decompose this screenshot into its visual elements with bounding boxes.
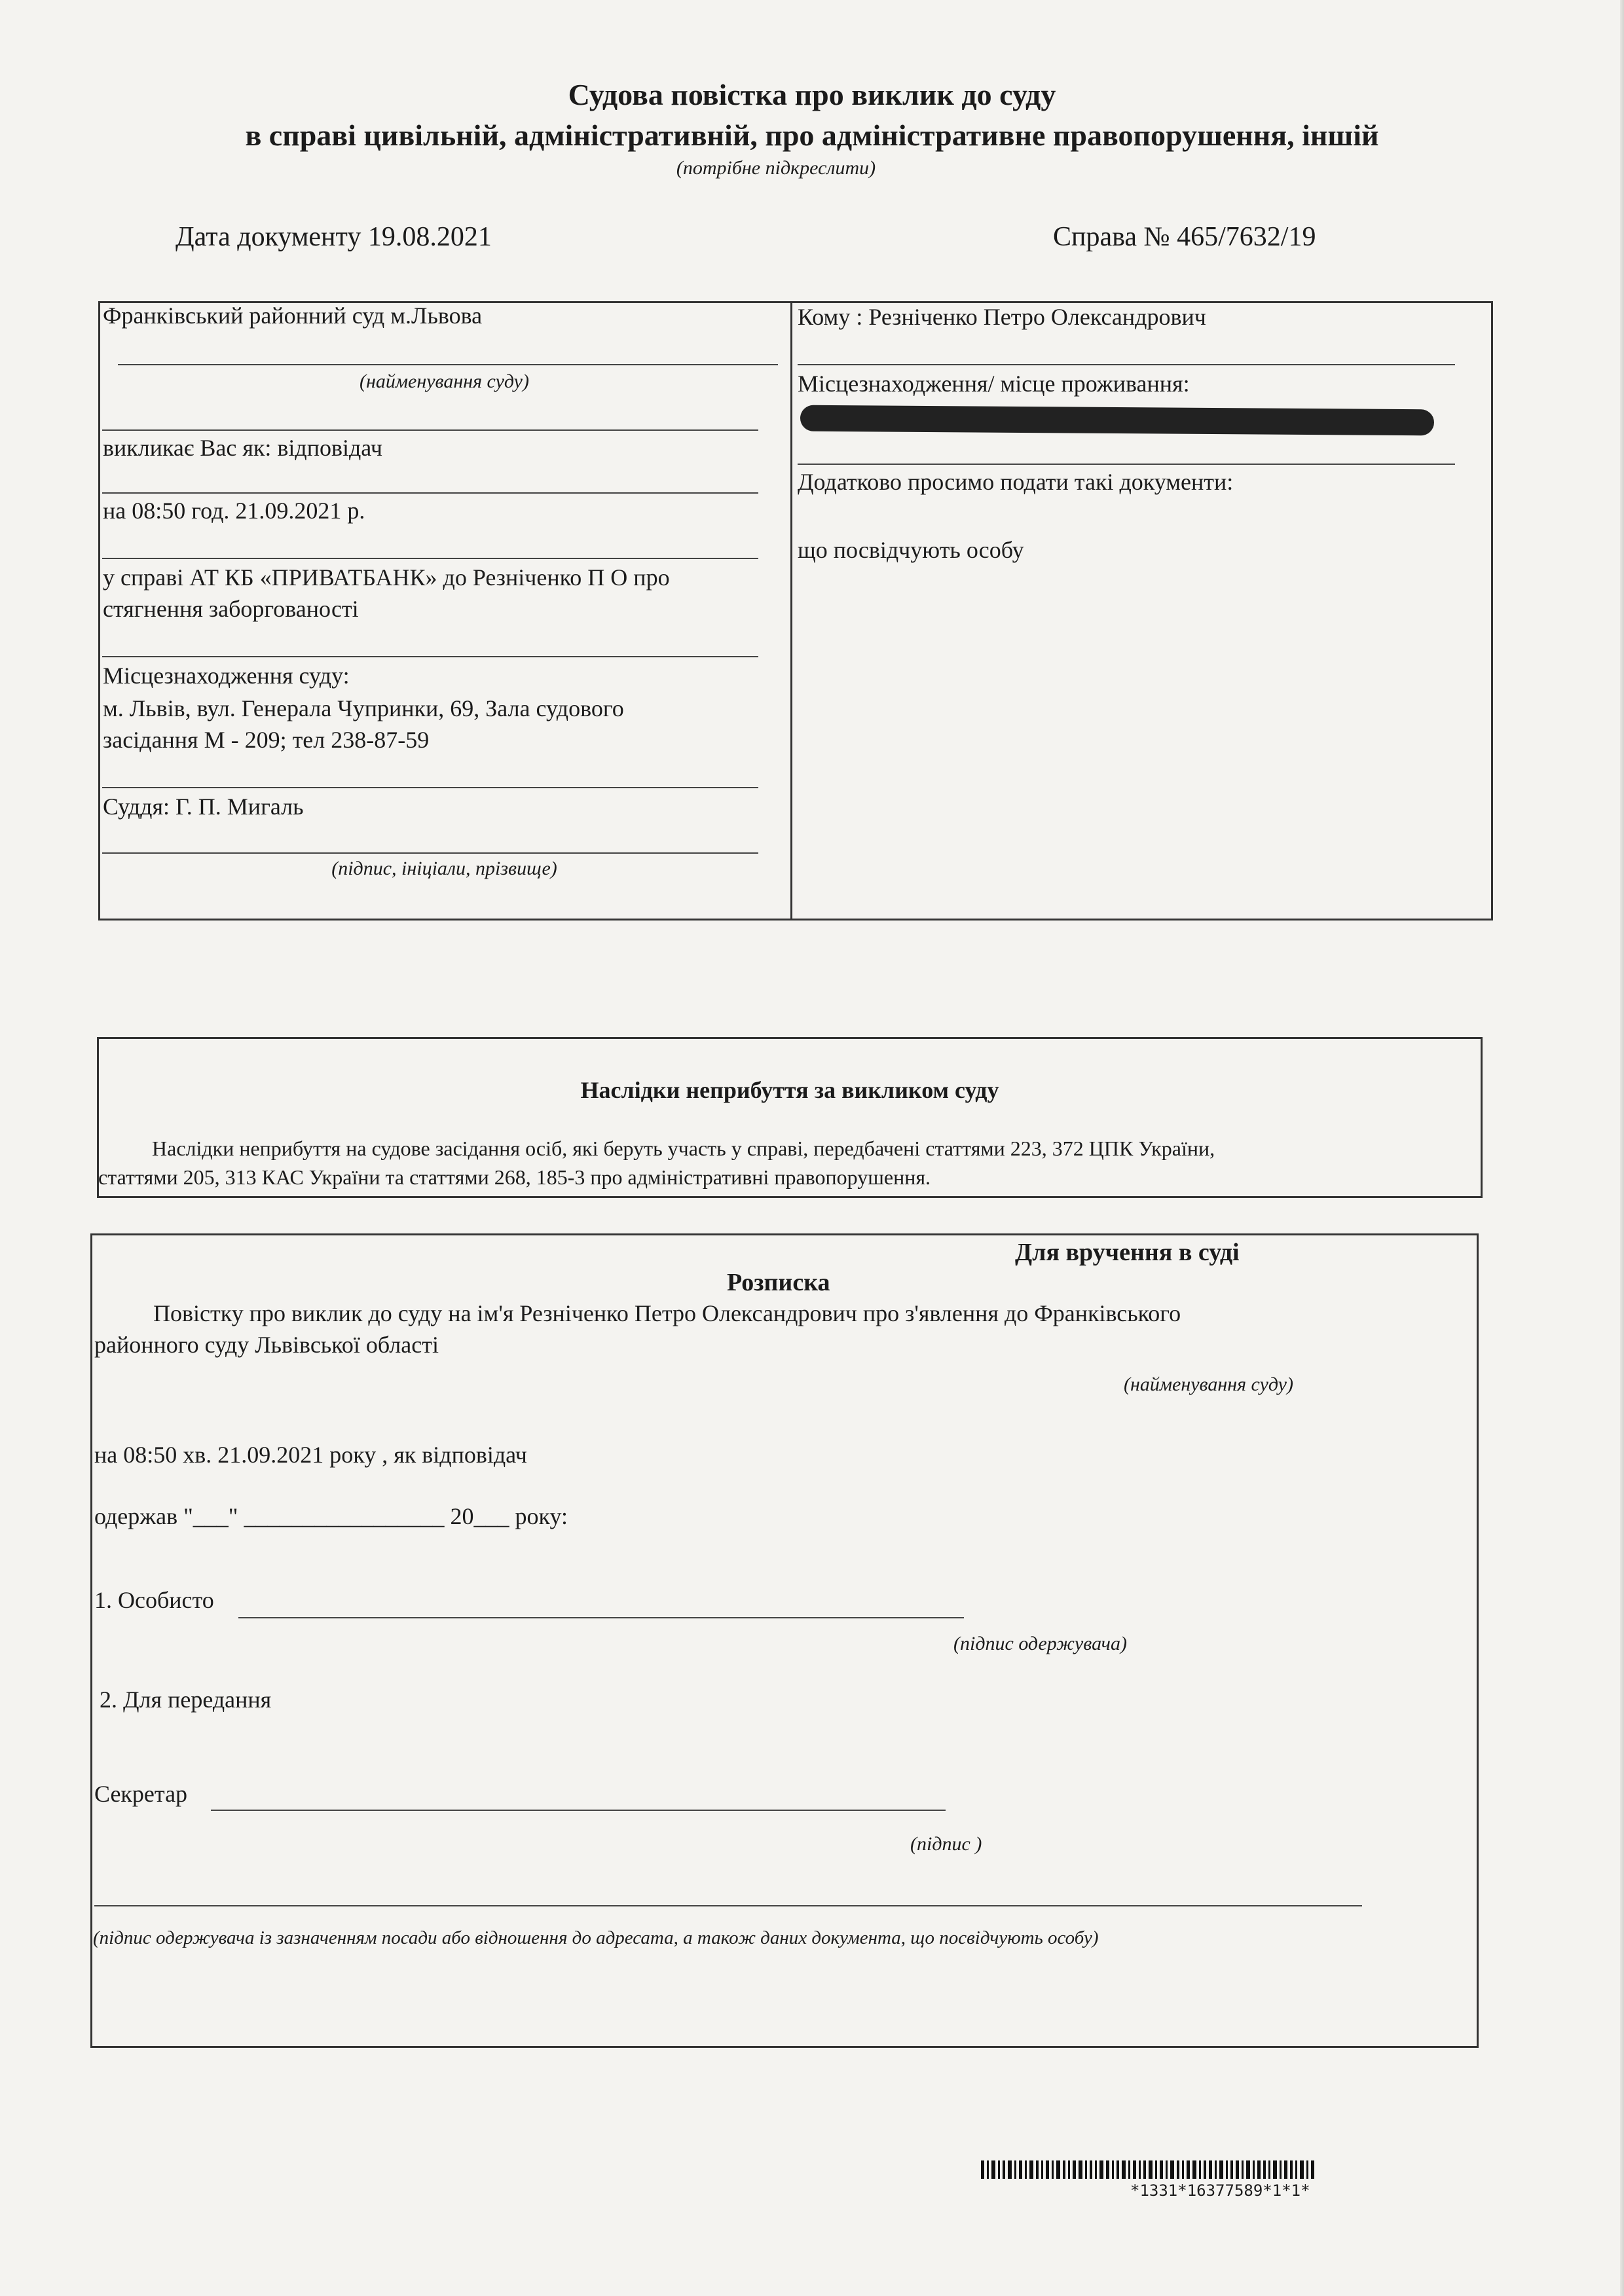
divider-line — [102, 656, 758, 657]
bottom-signature-line — [94, 1905, 1362, 1906]
barcode — [981, 2160, 1317, 2179]
document-date: Дата документу 19.08.2021 — [175, 222, 492, 252]
court-name: Франківський районний суд м.Львова — [103, 302, 483, 329]
recipient-signature-caption: (підпис одержувача) — [953, 1633, 1127, 1654]
secretary-signature-line — [211, 1810, 946, 1811]
signature-caption: (підпис, ініціали, прізвище) — [331, 858, 557, 879]
personally-label: 1. Особисто — [94, 1587, 214, 1613]
court-location-1: м. Львів, вул. Генерала Чупринки, 69, Зала судового — [103, 695, 624, 721]
receipt-time: на 08:50 хв. 21.09.2021 року , як відповідач — [94, 1442, 527, 1468]
for-court-delivery: Для вручення в суді — [1015, 1239, 1240, 1266]
case-description-1: у справі АТ КБ «ПРИВАТБАНК» до Резніченко П О про — [103, 564, 670, 591]
case-description-2: стягнення заборгованості — [103, 596, 359, 622]
secretary-label: Секретар — [94, 1781, 188, 1807]
signature-line — [102, 852, 758, 854]
title-line-2: в справі цивільній, адміністративній, про адміністративне правопорушення, іншій — [245, 118, 1379, 152]
divider-line — [102, 429, 758, 431]
consequences-text-2: статтями 205, 313 КАС України та статтями 268, 185-3 про адміністративні правопорушення. — [98, 1165, 931, 1189]
court-location-label: Місцезнаходження суду: — [103, 663, 350, 689]
receipt-text-2: районного суду Львівської області — [94, 1332, 439, 1358]
secretary-signature-caption: (підпис ) — [910, 1833, 982, 1855]
consequences-text-1: Наслідки неприбуття на судове засідання осіб, які беруть участь у справі, передбачені статтями 223, 372 ЦПК України, — [152, 1137, 1215, 1160]
received-date: одержав "___" _________________ 20___ року: — [94, 1503, 568, 1529]
address-label: Місцезнаходження/ місце проживання: — [798, 371, 1190, 397]
divider-line — [102, 787, 758, 788]
divider-line — [798, 364, 1455, 365]
receipt-title: Розписка — [727, 1269, 830, 1296]
redacted-address — [800, 405, 1434, 436]
receipt-court-caption: (найменування суду) — [1124, 1374, 1293, 1395]
personally-signature-line — [238, 1617, 964, 1618]
receipt-text-1: Повістку про виклик до суду на ім'я Резніченко Петро Олександрович про з'явлення до Франківського — [153, 1300, 1181, 1326]
bottom-signature-caption: (підпис одержувача із зазначенням посади або відношення до адресата, а також даних документа, що посвідчують особу) — [93, 1927, 1099, 1948]
title-line-1: Судова повістка про виклик до суду — [568, 78, 1056, 111]
documents-label: Додатково просимо подати такі документи: — [798, 469, 1234, 495]
case-number: Справа № 465/7632/19 — [1053, 222, 1316, 252]
for-transfer-label: 2. Для передання — [100, 1686, 272, 1713]
recipient: Кому : Резніченко Петро Олександрович — [798, 304, 1206, 330]
summoned-as: викликає Вас як: відповідач — [103, 435, 382, 461]
court-name-caption: (найменування суду) — [360, 371, 529, 392]
judge-name: Суддя: Г. П. Мигаль — [103, 793, 304, 820]
title-note: (потрібне підкреслити) — [676, 157, 876, 179]
hearing-time: на 08:50 год. 21.09.2021 р. — [103, 498, 365, 524]
divider-line — [102, 492, 758, 494]
divider-line — [798, 464, 1455, 465]
documents-value: що посвідчують особу — [798, 537, 1024, 563]
consequences-title: Наслідки неприбуття за викликом суду — [580, 1077, 999, 1103]
panel-divider — [790, 301, 792, 920]
scan-edge — [1620, 0, 1624, 2296]
divider-line — [102, 558, 758, 559]
court-name-line — [118, 364, 778, 365]
court-location-2: засідання М - 209; тел 238-87-59 — [103, 727, 430, 753]
barcode-text: *1331*16377589*1*1* — [1130, 2181, 1310, 2200]
